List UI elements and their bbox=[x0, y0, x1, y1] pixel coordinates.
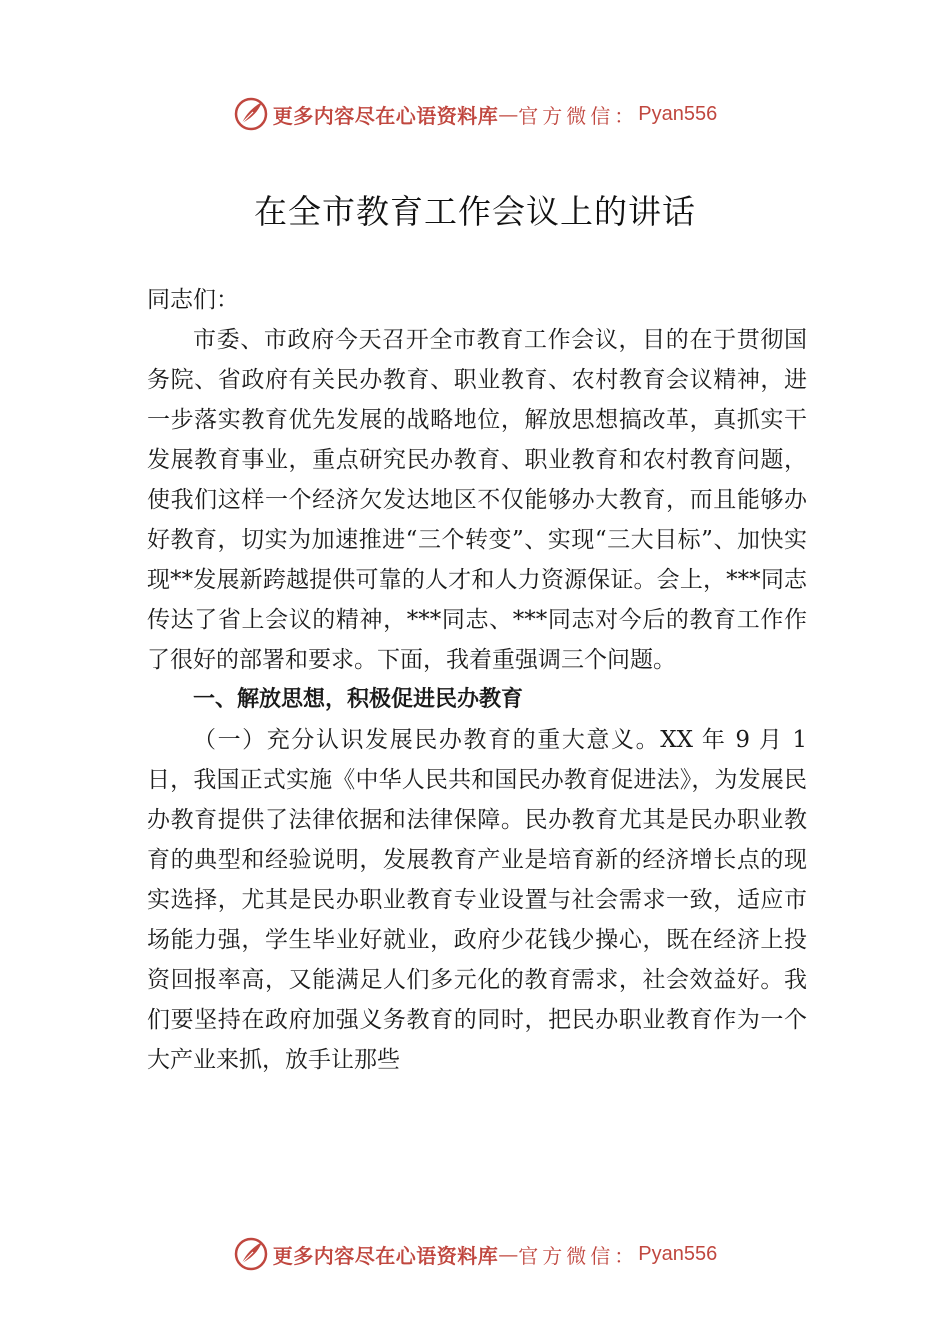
feather-circle-logo-icon bbox=[233, 1236, 269, 1272]
paragraph-2: （一）充分认识发展民办教育的重大意义。XX 年 9 月 1 日，我国正式实施《中华人民共和国民办教育促进法》，为发展民办教育提供了法律依据和法律保障。民办教育尤其是民办职业教育的典型和经验说明，发展教育产业是培育新的经济增长点的现实选择，尤其是民办职业教育专业设置与社会需求一致，适应市场能力强，学生毕业好就业，政府少花钱少操心，既在经济上投资回报率高，又能满足人们多元化的教育需求，社会效益好。我们要坚持在政府加强义务教育的同时，把民办职业教育作为一个大产业来抓，放手让那些 bbox=[147, 727, 807, 1073]
banner-separator: — bbox=[498, 1242, 519, 1266]
footer-watermark-banner bbox=[0, 1234, 950, 1274]
banner-main-text: 更多内容尽在心语资料库 bbox=[272, 1243, 499, 1268]
document-title: 在全市教育工作会议上的讲话 bbox=[254, 192, 696, 231]
banner-wechat-id: Pyan556 bbox=[638, 1242, 718, 1265]
banner-wechat-label: 官方微信： bbox=[518, 1243, 639, 1268]
banner-wechat-id: Pyan556 bbox=[638, 102, 718, 125]
banner-wechat-label: 官方微信： bbox=[518, 103, 639, 128]
paragraph-1: 市委、市政府今天召开全市教育工作会议，目的在于贯彻国务院、省政府有关民办教育、职业教育、农村教育会议精神，进一步落实教育优先发展的战略地位，解放思想搞改革，真抓实干发展教育事业，重点研究民办教育、职业教育和农村教育问题，使我们这样一个经济欠发达地区不仅能够办大教育，而且能够办好教育，切实为加速推进“三个转变”、实现“三大目标”、加快实现**发展新跨越提供可靠的人才和人力资源保证。会上，***同志传达了省上会议的精神，***同志、***同志对今后的教育工作作了很好的部署和要求。下面，我着重强调三个问题。 bbox=[147, 327, 807, 673]
salutation: 同志们： bbox=[147, 287, 239, 313]
header-watermark-banner bbox=[0, 94, 950, 134]
banner-separator: — bbox=[498, 102, 519, 126]
banner-main-text: 更多内容尽在心语资料库 bbox=[272, 103, 499, 128]
section-heading-1: 一、解放思想，积极促进民办教育 bbox=[193, 687, 524, 712]
feather-circle-logo-icon bbox=[233, 96, 269, 132]
document-body bbox=[147, 280, 807, 1080]
